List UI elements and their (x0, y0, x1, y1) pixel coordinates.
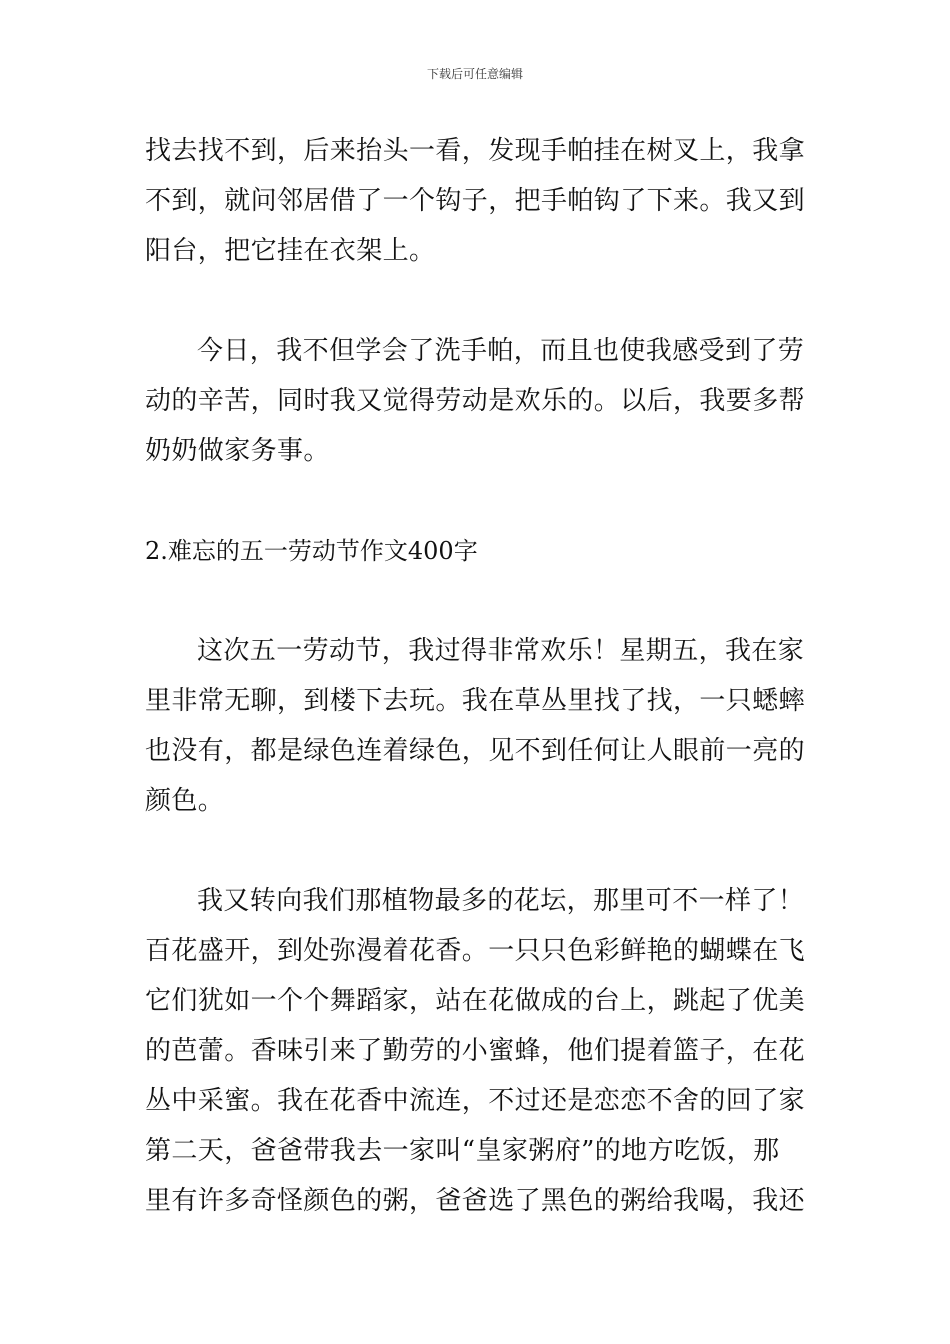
text-line: 丛中采蜜。我在花香中流连，不过还是恋恋不舍的回了家 (145, 1086, 806, 1116)
text-line: 我又转向我们那植物最多的花坛，那里可不一样了！ (197, 886, 805, 916)
paragraph (145, 326, 815, 476)
section-heading: 2.难忘的五一劳动节作文400字 (145, 537, 478, 565)
text-line: 这次五一劳动节，我过得非常欢乐！星期五，我在家 (197, 636, 805, 666)
text-line: 也没有，都是绿色连着绿色，见不到任何让人眼前一亮的 (145, 736, 806, 766)
paragraph (145, 876, 815, 1226)
text-line: 第二天，爸爸带我去一家叫“皇家粥府”的地方吃饭，那 (145, 1136, 780, 1166)
text-line: 百花盛开，到处弥漫着花香。一只只色彩鲜艳的蝴蝶在飞 (145, 936, 806, 966)
text-line: 奶奶做家务事。 (145, 436, 330, 466)
paragraph-gap (145, 826, 815, 876)
paragraph-gap (145, 276, 815, 326)
text-line: 里非常无聊，到楼下去玩。我在草丛里找了找，一只蟋蟀 (145, 686, 806, 716)
text-line: 阳台，把它挂在衣架上。 (145, 236, 436, 266)
document-body (145, 126, 815, 1226)
text-line: 的芭蕾。香味引来了勤劳的小蜜蜂，他们提着篮子，在花 (145, 1036, 806, 1066)
paragraph-gap (145, 476, 815, 526)
paragraph (145, 626, 815, 826)
text-line: 找去找不到，后来抬头一看，发现手帕挂在树叉上，我拿 (145, 136, 806, 166)
text-line: 今日，我不但学会了洗手帕，而且也使我感受到了劳 (197, 336, 805, 366)
text-line: 颜色。 (145, 786, 225, 816)
paragraph (145, 126, 815, 276)
page-header: 下载后可任意编辑 (426, 67, 523, 81)
text-line: 里有许多奇怪颜色的粥，爸爸选了黑色的粥给我喝，我还 (145, 1186, 806, 1216)
paragraph-gap (145, 576, 815, 626)
text-line: 它们犹如一个个舞蹈家，站在花做成的台上，跳起了优美 (145, 986, 806, 1016)
text-line: 不到，就问邻居借了一个钩子，把手帕钩了下来。我又到 (145, 186, 806, 216)
text-line: 动的辛苦，同时我又觉得劳动是欢乐的。以后，我要多帮 (145, 386, 806, 416)
